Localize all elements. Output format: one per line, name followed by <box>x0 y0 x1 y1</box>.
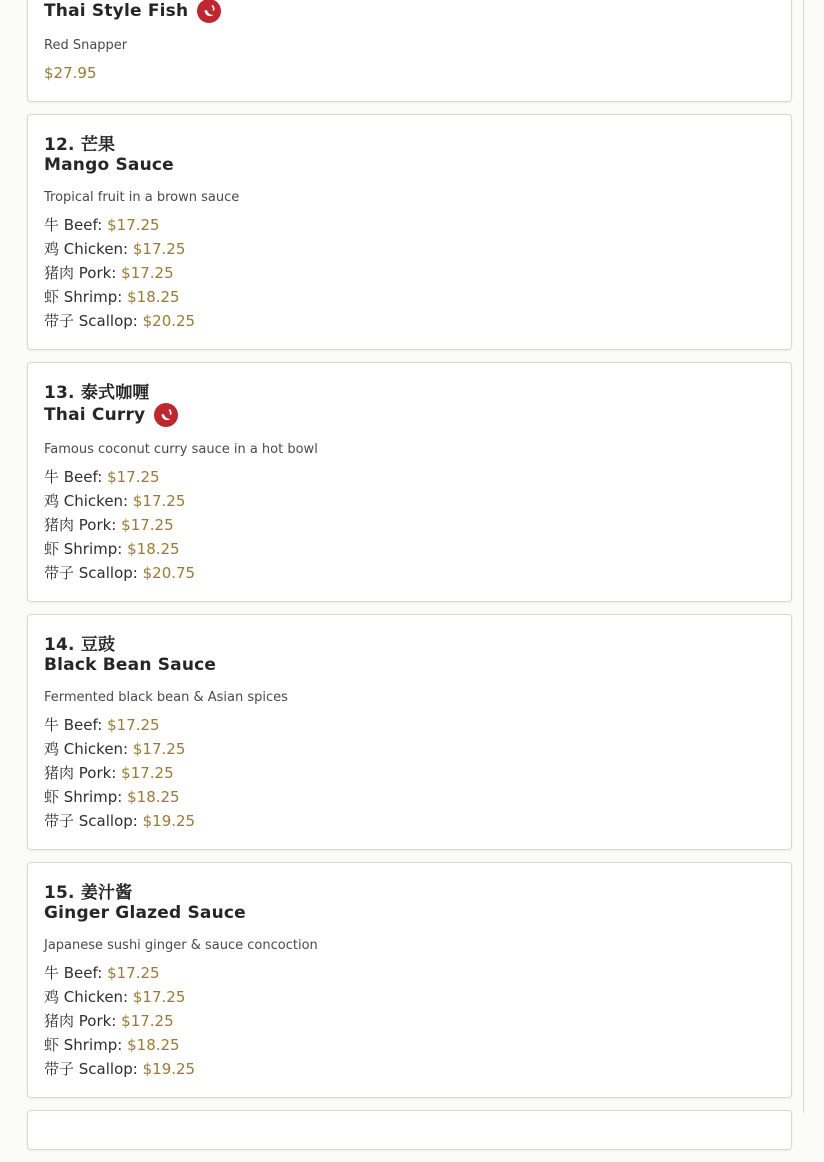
option-label: 鸡 Chicken: <box>44 740 129 758</box>
item-title: Thai Curry <box>44 405 146 425</box>
price-options <box>44 713 775 833</box>
option-price: $17.25 <box>121 264 174 282</box>
price-option-row[interactable] <box>44 761 775 785</box>
option-price: $18.25 <box>127 1036 180 1054</box>
option-label: 鸡 Chicken: <box>44 492 129 510</box>
option-label: 带子 Scallop: <box>44 564 138 582</box>
item-description: Tropical fruit in a brown sauce <box>44 190 240 205</box>
price-option-row[interactable] <box>44 561 775 585</box>
option-price: $18.25 <box>127 540 180 558</box>
option-price: $18.25 <box>127 788 180 806</box>
item-title: Black Bean Sauce <box>44 655 217 675</box>
price-option-row[interactable] <box>44 809 775 833</box>
option-label: 虾 Shrimp: <box>44 788 123 806</box>
spicy-pepper-icon <box>154 403 178 427</box>
item-number-line: 14. 豆豉 <box>44 635 116 655</box>
item-number-line: 15. 姜汁酱 <box>44 883 133 903</box>
item-description: Fermented black bean & Asian spices <box>44 690 288 705</box>
option-price: $19.25 <box>142 812 196 830</box>
option-price: $17.25 <box>107 216 160 234</box>
option-price: $17.25 <box>107 964 160 982</box>
price-option-row[interactable] <box>44 465 775 489</box>
price-options <box>44 213 775 333</box>
price-option-row[interactable] <box>44 489 775 513</box>
option-price: $17.25 <box>132 740 186 758</box>
menu-item-card[interactable] <box>27 862 792 1098</box>
option-label: 带子 Scallop: <box>44 1060 138 1078</box>
price-option-row[interactable] <box>44 1009 775 1033</box>
item-title: Ginger Glazed Sauce <box>44 903 246 923</box>
option-label: 鸡 Chicken: <box>44 988 129 1006</box>
item-description: Japanese sushi ginger & sauce concoction <box>44 938 318 953</box>
page-divider <box>803 0 804 1113</box>
price-option-row[interactable] <box>44 309 775 333</box>
item-name-line <box>44 155 775 175</box>
spicy-pepper-icon <box>197 0 221 23</box>
option-price: $17.25 <box>121 1012 174 1030</box>
option-price: $17.25 <box>132 988 186 1006</box>
price-options <box>44 465 775 585</box>
item-name-line <box>44 903 775 923</box>
option-price: $19.25 <box>142 1060 196 1078</box>
price-option-row[interactable] <box>44 985 775 1009</box>
item-number-line: 12. 芒果 <box>44 135 116 155</box>
option-label: 牛 Beef: <box>44 964 103 982</box>
menu-item-card[interactable] <box>27 1110 792 1150</box>
option-label: 带子 Scallop: <box>44 812 138 830</box>
menu-item-card[interactable] <box>27 614 792 850</box>
item-price: $27.95 <box>44 64 97 82</box>
price-option-row[interactable] <box>44 237 775 261</box>
option-price: $18.25 <box>127 288 180 306</box>
option-label: 虾 Shrimp: <box>44 1036 123 1054</box>
option-label: 牛 Beef: <box>44 468 103 486</box>
item-description: Famous coconut curry sauce in a hot bowl <box>44 442 318 457</box>
price-option-row[interactable] <box>44 1033 775 1057</box>
option-label: 牛 Beef: <box>44 716 103 734</box>
option-label: 猪肉 Pork: <box>44 764 117 782</box>
option-label: 猪肉 Pork: <box>44 1012 117 1030</box>
option-label: 猪肉 Pork: <box>44 516 117 534</box>
price-option-row[interactable] <box>44 785 775 809</box>
item-name-line <box>44 0 775 23</box>
option-price: $17.25 <box>132 492 186 510</box>
option-price: $17.25 <box>107 716 160 734</box>
price-option-row[interactable] <box>44 261 775 285</box>
item-name-line <box>44 403 775 427</box>
price-option-row[interactable] <box>44 961 775 985</box>
price-option-row[interactable] <box>44 1057 775 1081</box>
price-option-row[interactable] <box>44 513 775 537</box>
option-label: 带子 Scallop: <box>44 312 138 330</box>
option-label: 猪肉 Pork: <box>44 264 117 282</box>
option-label: 鸡 Chicken: <box>44 240 129 258</box>
menu-list <box>27 0 792 1162</box>
price-options <box>44 961 775 1081</box>
option-price: $17.25 <box>121 764 174 782</box>
menu-item-card[interactable] <box>27 362 792 602</box>
option-price: $17.25 <box>121 516 174 534</box>
item-title: Mango Sauce <box>44 155 174 175</box>
item-name-line <box>44 655 775 675</box>
option-price: $20.75 <box>142 564 196 582</box>
option-price: $17.25 <box>107 468 160 486</box>
option-label: 虾 Shrimp: <box>44 288 123 306</box>
option-price: $17.25 <box>132 240 186 258</box>
item-number-line: 13. 泰式咖喱 <box>44 383 150 403</box>
option-label: 牛 Beef: <box>44 216 103 234</box>
item-description: Red Snapper <box>44 38 128 53</box>
option-price: $20.25 <box>142 312 196 330</box>
item-title: Thai Style Fish <box>44 1 189 21</box>
menu-item-card[interactable] <box>27 0 792 102</box>
price-option-row[interactable] <box>44 285 775 309</box>
option-label: 虾 Shrimp: <box>44 540 123 558</box>
price-option-row[interactable] <box>44 213 775 237</box>
menu-item-card[interactable] <box>27 114 792 350</box>
price-option-row[interactable] <box>44 537 775 561</box>
price-option-row[interactable] <box>44 713 775 737</box>
price-option-row[interactable] <box>44 737 775 761</box>
